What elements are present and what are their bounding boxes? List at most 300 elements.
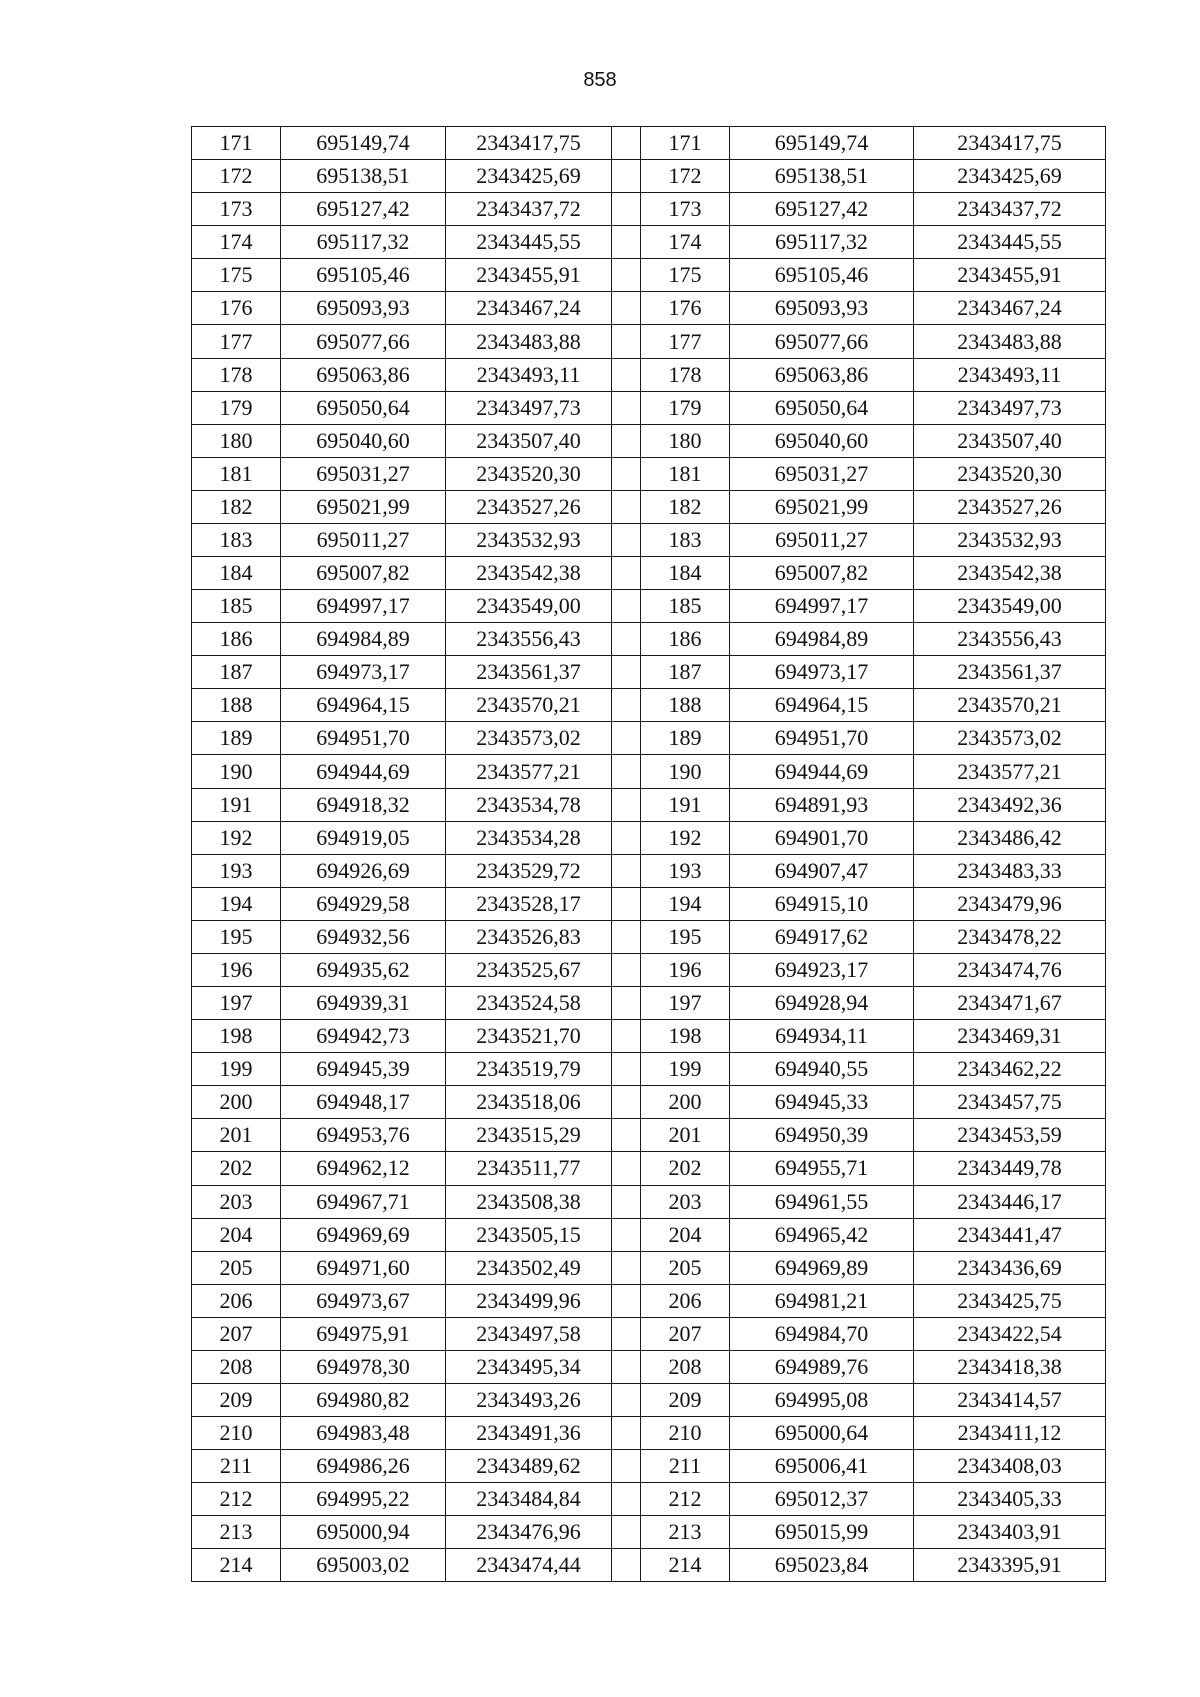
right-point-number: 172 (641, 160, 730, 193)
table-row (192, 656, 1106, 689)
right-x-coordinate: 694961,55 (730, 1185, 914, 1218)
right-y-coordinate: 2343474,76 (914, 953, 1106, 986)
right-x-coordinate: 694984,70 (730, 1317, 914, 1350)
left-point-number: 185 (192, 590, 281, 623)
right-y-coordinate: 2343418,38 (914, 1350, 1106, 1383)
right-y-coordinate: 2343507,40 (914, 424, 1106, 457)
spacer-cell (612, 1450, 641, 1483)
left-x-coordinate: 695138,51 (281, 160, 446, 193)
left-x-coordinate: 694997,17 (281, 590, 446, 623)
right-point-number: 193 (641, 854, 730, 887)
spacer-cell (612, 1053, 641, 1086)
spacer-cell (612, 920, 641, 953)
table-row (192, 1119, 1106, 1152)
right-point-number: 189 (641, 722, 730, 755)
right-point-number: 197 (641, 987, 730, 1020)
left-y-coordinate: 2343525,67 (446, 953, 612, 986)
left-point-number: 198 (192, 1020, 281, 1053)
right-point-number: 212 (641, 1483, 730, 1516)
right-point-number: 194 (641, 887, 730, 920)
spacer-cell (612, 193, 641, 226)
right-y-coordinate: 2343467,24 (914, 292, 1106, 325)
table-row (192, 1516, 1106, 1549)
left-x-coordinate: 694984,89 (281, 623, 446, 656)
left-point-number: 193 (192, 854, 281, 887)
left-y-coordinate: 2343534,78 (446, 788, 612, 821)
spacer-cell (612, 292, 641, 325)
left-y-coordinate: 2343518,06 (446, 1086, 612, 1119)
right-x-coordinate: 694945,33 (730, 1086, 914, 1119)
table-row (192, 523, 1106, 556)
left-x-coordinate: 695007,82 (281, 557, 446, 590)
table-row (192, 755, 1106, 788)
right-x-coordinate: 695031,27 (730, 457, 914, 490)
right-point-number: 186 (641, 623, 730, 656)
right-x-coordinate: 695093,93 (730, 292, 914, 325)
right-x-coordinate: 695138,51 (730, 160, 914, 193)
spacer-cell (612, 1185, 641, 1218)
spacer-cell (612, 623, 641, 656)
table-row (192, 358, 1106, 391)
spacer-cell (612, 788, 641, 821)
table-row (192, 1086, 1106, 1119)
left-point-number: 210 (192, 1417, 281, 1450)
right-point-number: 213 (641, 1516, 730, 1549)
left-point-number: 172 (192, 160, 281, 193)
spacer-cell (612, 1516, 641, 1549)
left-x-coordinate: 695149,74 (281, 127, 446, 160)
right-y-coordinate: 2343532,93 (914, 523, 1106, 556)
spacer-cell (612, 987, 641, 1020)
right-y-coordinate: 2343577,21 (914, 755, 1106, 788)
spacer-cell (612, 689, 641, 722)
right-point-number: 184 (641, 557, 730, 590)
right-point-number: 188 (641, 689, 730, 722)
left-x-coordinate: 694973,67 (281, 1284, 446, 1317)
right-x-coordinate: 694934,11 (730, 1020, 914, 1053)
right-x-coordinate: 695011,27 (730, 523, 914, 556)
right-point-number: 173 (641, 193, 730, 226)
left-point-number: 180 (192, 424, 281, 457)
left-x-coordinate: 694964,15 (281, 689, 446, 722)
right-x-coordinate: 695006,41 (730, 1450, 914, 1483)
left-x-coordinate: 694939,31 (281, 987, 446, 1020)
table-row (192, 1020, 1106, 1053)
right-y-coordinate: 2343570,21 (914, 689, 1106, 722)
left-point-number: 191 (192, 788, 281, 821)
spacer-cell (612, 887, 641, 920)
right-y-coordinate: 2343445,55 (914, 226, 1106, 259)
left-x-coordinate: 695050,64 (281, 391, 446, 424)
right-point-number: 175 (641, 259, 730, 292)
coordinates-table-body (192, 127, 1106, 1582)
right-point-number: 192 (641, 821, 730, 854)
right-y-coordinate: 2343556,43 (914, 623, 1106, 656)
table-row (192, 920, 1106, 953)
right-y-coordinate: 2343542,38 (914, 557, 1106, 590)
right-point-number: 198 (641, 1020, 730, 1053)
left-x-coordinate: 694980,82 (281, 1383, 446, 1416)
table-row (192, 391, 1106, 424)
table-row (192, 1317, 1106, 1350)
right-x-coordinate: 695149,74 (730, 127, 914, 160)
left-x-coordinate: 695077,66 (281, 325, 446, 358)
left-y-coordinate: 2343519,79 (446, 1053, 612, 1086)
right-point-number: 176 (641, 292, 730, 325)
table-row (192, 259, 1106, 292)
right-x-coordinate: 695000,64 (730, 1417, 914, 1450)
table-row (192, 987, 1106, 1020)
left-x-coordinate: 694953,76 (281, 1119, 446, 1152)
spacer-cell (612, 854, 641, 887)
left-y-coordinate: 2343534,28 (446, 821, 612, 854)
right-x-coordinate: 694989,76 (730, 1350, 914, 1383)
right-x-coordinate: 695117,32 (730, 226, 914, 259)
spacer-cell (612, 1284, 641, 1317)
table-row (192, 1417, 1106, 1450)
left-y-coordinate: 2343529,72 (446, 854, 612, 887)
left-y-coordinate: 2343489,62 (446, 1450, 612, 1483)
right-y-coordinate: 2343483,88 (914, 325, 1106, 358)
left-y-coordinate: 2343445,55 (446, 226, 612, 259)
spacer-cell (612, 656, 641, 689)
right-y-coordinate: 2343549,00 (914, 590, 1106, 623)
right-x-coordinate: 694973,17 (730, 656, 914, 689)
right-x-coordinate: 694950,39 (730, 1119, 914, 1152)
right-point-number: 190 (641, 755, 730, 788)
right-y-coordinate: 2343492,36 (914, 788, 1106, 821)
left-x-coordinate: 694942,73 (281, 1020, 446, 1053)
right-x-coordinate: 695040,60 (730, 424, 914, 457)
left-point-number: 206 (192, 1284, 281, 1317)
spacer-cell (612, 160, 641, 193)
right-y-coordinate: 2343417,75 (914, 127, 1106, 160)
spacer-cell (612, 424, 641, 457)
table-row (192, 1549, 1106, 1582)
right-x-coordinate: 695015,99 (730, 1516, 914, 1549)
left-point-number: 199 (192, 1053, 281, 1086)
right-y-coordinate: 2343527,26 (914, 490, 1106, 523)
left-point-number: 205 (192, 1251, 281, 1284)
left-y-coordinate: 2343556,43 (446, 623, 612, 656)
left-x-coordinate: 694978,30 (281, 1350, 446, 1383)
left-y-coordinate: 2343491,36 (446, 1417, 612, 1450)
right-x-coordinate: 695023,84 (730, 1549, 914, 1582)
table-row (192, 1483, 1106, 1516)
table-row (192, 292, 1106, 325)
left-x-coordinate: 694926,69 (281, 854, 446, 887)
right-x-coordinate: 695127,42 (730, 193, 914, 226)
right-point-number: 214 (641, 1549, 730, 1582)
spacer-cell (612, 523, 641, 556)
left-y-coordinate: 2343502,49 (446, 1251, 612, 1284)
left-x-coordinate: 694975,91 (281, 1317, 446, 1350)
left-x-coordinate: 694918,32 (281, 788, 446, 821)
right-y-coordinate: 2343414,57 (914, 1383, 1106, 1416)
left-point-number: 209 (192, 1383, 281, 1416)
left-x-coordinate: 695003,02 (281, 1549, 446, 1582)
right-point-number: 203 (641, 1185, 730, 1218)
left-y-coordinate: 2343524,58 (446, 987, 612, 1020)
table-row (192, 590, 1106, 623)
left-x-coordinate: 694932,56 (281, 920, 446, 953)
table-row (192, 788, 1106, 821)
spacer-cell (612, 457, 641, 490)
spacer-cell (612, 1251, 641, 1284)
right-x-coordinate: 694915,10 (730, 887, 914, 920)
spacer-cell (612, 821, 641, 854)
right-point-number: 179 (641, 391, 730, 424)
right-point-number: 209 (641, 1383, 730, 1416)
left-y-coordinate: 2343499,96 (446, 1284, 612, 1317)
left-point-number: 203 (192, 1185, 281, 1218)
spacer-cell (612, 1350, 641, 1383)
left-y-coordinate: 2343476,96 (446, 1516, 612, 1549)
right-point-number: 174 (641, 226, 730, 259)
right-x-coordinate: 695050,64 (730, 391, 914, 424)
left-x-coordinate: 694969,69 (281, 1218, 446, 1251)
right-x-coordinate: 694955,71 (730, 1152, 914, 1185)
left-point-number: 183 (192, 523, 281, 556)
right-point-number: 177 (641, 325, 730, 358)
left-x-coordinate: 694945,39 (281, 1053, 446, 1086)
spacer-cell (612, 1020, 641, 1053)
left-point-number: 192 (192, 821, 281, 854)
table-row (192, 854, 1106, 887)
right-point-number: 208 (641, 1350, 730, 1383)
right-y-coordinate: 2343411,12 (914, 1417, 1106, 1450)
left-y-coordinate: 2343515,29 (446, 1119, 612, 1152)
left-point-number: 179 (192, 391, 281, 424)
spacer-cell (612, 1086, 641, 1119)
right-x-coordinate: 694995,08 (730, 1383, 914, 1416)
table-row (192, 623, 1106, 656)
right-y-coordinate: 2343469,31 (914, 1020, 1106, 1053)
table-row (192, 953, 1106, 986)
left-x-coordinate: 695127,42 (281, 193, 446, 226)
spacer-cell (612, 1549, 641, 1582)
right-x-coordinate: 694951,70 (730, 722, 914, 755)
right-point-number: 207 (641, 1317, 730, 1350)
table-row (192, 127, 1106, 160)
left-x-coordinate: 695093,93 (281, 292, 446, 325)
left-point-number: 184 (192, 557, 281, 590)
left-point-number: 202 (192, 1152, 281, 1185)
left-x-coordinate: 695063,86 (281, 358, 446, 391)
left-x-coordinate: 694971,60 (281, 1251, 446, 1284)
spacer-cell (612, 1383, 641, 1416)
spacer-cell (612, 1119, 641, 1152)
left-point-number: 186 (192, 623, 281, 656)
left-y-coordinate: 2343511,77 (446, 1152, 612, 1185)
left-y-coordinate: 2343542,38 (446, 557, 612, 590)
table-row (192, 1053, 1106, 1086)
right-y-coordinate: 2343449,78 (914, 1152, 1106, 1185)
left-x-coordinate: 695117,32 (281, 226, 446, 259)
right-y-coordinate: 2343573,02 (914, 722, 1106, 755)
left-y-coordinate: 2343526,83 (446, 920, 612, 953)
left-y-coordinate: 2343549,00 (446, 590, 612, 623)
left-x-coordinate: 695011,27 (281, 523, 446, 556)
right-point-number: 187 (641, 656, 730, 689)
right-y-coordinate: 2343493,11 (914, 358, 1106, 391)
left-x-coordinate: 695021,99 (281, 490, 446, 523)
table-row (192, 193, 1106, 226)
table-row (192, 1185, 1106, 1218)
spacer-cell (612, 1417, 641, 1450)
table-row (192, 722, 1106, 755)
left-x-coordinate: 694986,26 (281, 1450, 446, 1483)
left-x-coordinate: 695040,60 (281, 424, 446, 457)
coordinates-table (191, 126, 1106, 1582)
right-point-number: 182 (641, 490, 730, 523)
spacer-cell (612, 490, 641, 523)
left-y-coordinate: 2343528,17 (446, 887, 612, 920)
left-y-coordinate: 2343484,84 (446, 1483, 612, 1516)
left-x-coordinate: 695105,46 (281, 259, 446, 292)
right-x-coordinate: 694923,17 (730, 953, 914, 986)
left-point-number: 177 (192, 325, 281, 358)
table-row (192, 490, 1106, 523)
right-x-coordinate: 694997,17 (730, 590, 914, 623)
right-point-number: 196 (641, 953, 730, 986)
left-point-number: 190 (192, 755, 281, 788)
right-x-coordinate: 695077,66 (730, 325, 914, 358)
spacer-cell (612, 226, 641, 259)
left-point-number: 171 (192, 127, 281, 160)
right-y-coordinate: 2343478,22 (914, 920, 1106, 953)
left-y-coordinate: 2343497,73 (446, 391, 612, 424)
right-y-coordinate: 2343462,22 (914, 1053, 1106, 1086)
right-y-coordinate: 2343479,96 (914, 887, 1106, 920)
page-number: 858 (583, 69, 617, 91)
left-y-coordinate: 2343570,21 (446, 689, 612, 722)
right-point-number: 205 (641, 1251, 730, 1284)
right-x-coordinate: 694928,94 (730, 987, 914, 1020)
left-point-number: 213 (192, 1516, 281, 1549)
spacer-cell (612, 1483, 641, 1516)
left-x-coordinate: 694951,70 (281, 722, 446, 755)
left-point-number: 214 (192, 1549, 281, 1582)
left-y-coordinate: 2343495,34 (446, 1350, 612, 1383)
table-row (192, 1284, 1106, 1317)
right-x-coordinate: 694944,69 (730, 755, 914, 788)
left-y-coordinate: 2343507,40 (446, 424, 612, 457)
right-y-coordinate: 2343497,73 (914, 391, 1106, 424)
left-point-number: 212 (192, 1483, 281, 1516)
right-point-number: 183 (641, 523, 730, 556)
table-row (192, 457, 1106, 490)
left-y-coordinate: 2343437,72 (446, 193, 612, 226)
left-point-number: 176 (192, 292, 281, 325)
left-point-number: 208 (192, 1350, 281, 1383)
spacer-cell (612, 1218, 641, 1251)
left-y-coordinate: 2343425,69 (446, 160, 612, 193)
left-y-coordinate: 2343493,26 (446, 1383, 612, 1416)
right-point-number: 204 (641, 1218, 730, 1251)
right-point-number: 199 (641, 1053, 730, 1086)
spacer-cell (612, 953, 641, 986)
left-x-coordinate: 694973,17 (281, 656, 446, 689)
right-point-number: 202 (641, 1152, 730, 1185)
right-y-coordinate: 2343453,59 (914, 1119, 1106, 1152)
spacer-cell (612, 358, 641, 391)
right-point-number: 195 (641, 920, 730, 953)
left-point-number: 175 (192, 259, 281, 292)
right-y-coordinate: 2343457,75 (914, 1086, 1106, 1119)
left-y-coordinate: 2343520,30 (446, 457, 612, 490)
table-row (192, 226, 1106, 259)
left-point-number: 207 (192, 1317, 281, 1350)
left-point-number: 200 (192, 1086, 281, 1119)
spacer-cell (612, 590, 641, 623)
right-x-coordinate: 694981,21 (730, 1284, 914, 1317)
right-point-number: 201 (641, 1119, 730, 1152)
left-y-coordinate: 2343521,70 (446, 1020, 612, 1053)
table-row (192, 1350, 1106, 1383)
table-row (192, 1450, 1106, 1483)
right-y-coordinate: 2343405,33 (914, 1483, 1106, 1516)
left-point-number: 182 (192, 490, 281, 523)
left-y-coordinate: 2343527,26 (446, 490, 612, 523)
left-point-number: 188 (192, 689, 281, 722)
left-point-number: 189 (192, 722, 281, 755)
left-y-coordinate: 2343417,75 (446, 127, 612, 160)
left-y-coordinate: 2343505,15 (446, 1218, 612, 1251)
right-y-coordinate: 2343408,03 (914, 1450, 1106, 1483)
right-y-coordinate: 2343425,69 (914, 160, 1106, 193)
right-y-coordinate: 2343561,37 (914, 656, 1106, 689)
right-x-coordinate: 694917,62 (730, 920, 914, 953)
right-point-number: 171 (641, 127, 730, 160)
table-row (192, 1251, 1106, 1284)
right-y-coordinate: 2343520,30 (914, 457, 1106, 490)
right-y-coordinate: 2343446,17 (914, 1185, 1106, 1218)
left-y-coordinate: 2343532,93 (446, 523, 612, 556)
spacer-cell (612, 1317, 641, 1350)
left-x-coordinate: 694995,22 (281, 1483, 446, 1516)
table-row (192, 424, 1106, 457)
right-y-coordinate: 2343436,69 (914, 1251, 1106, 1284)
right-y-coordinate: 2343483,33 (914, 854, 1106, 887)
right-y-coordinate: 2343471,67 (914, 987, 1106, 1020)
left-y-coordinate: 2343474,44 (446, 1549, 612, 1582)
right-x-coordinate: 694969,89 (730, 1251, 914, 1284)
right-point-number: 178 (641, 358, 730, 391)
right-y-coordinate: 2343441,47 (914, 1218, 1106, 1251)
left-point-number: 194 (192, 887, 281, 920)
left-y-coordinate: 2343483,88 (446, 325, 612, 358)
right-x-coordinate: 695105,46 (730, 259, 914, 292)
left-point-number: 204 (192, 1218, 281, 1251)
left-point-number: 196 (192, 953, 281, 986)
right-y-coordinate: 2343486,42 (914, 821, 1106, 854)
left-y-coordinate: 2343573,02 (446, 722, 612, 755)
right-x-coordinate: 694964,15 (730, 689, 914, 722)
left-x-coordinate: 694935,62 (281, 953, 446, 986)
left-point-number: 178 (192, 358, 281, 391)
left-point-number: 211 (192, 1450, 281, 1483)
right-x-coordinate: 694901,70 (730, 821, 914, 854)
table-row (192, 1152, 1106, 1185)
left-x-coordinate: 695031,27 (281, 457, 446, 490)
table-row (192, 821, 1106, 854)
left-point-number: 181 (192, 457, 281, 490)
left-point-number: 174 (192, 226, 281, 259)
table-row (192, 160, 1106, 193)
left-point-number: 195 (192, 920, 281, 953)
right-point-number: 191 (641, 788, 730, 821)
